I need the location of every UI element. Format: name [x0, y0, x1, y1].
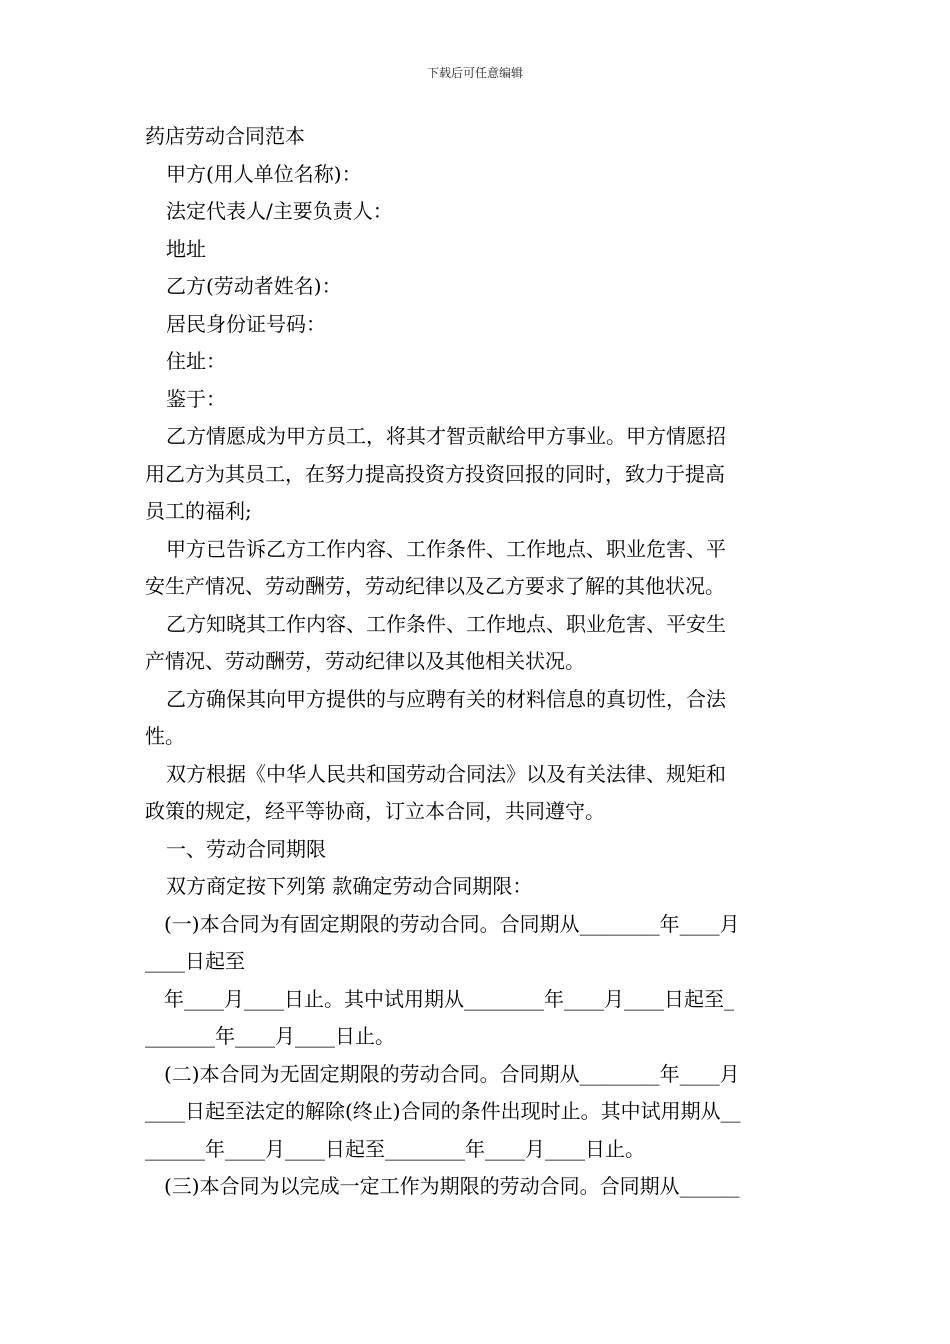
clause-line: 年____月____日止。其中试用期从________年____月____日起至_	[164, 986, 734, 1011]
paragraph-line: 乙方确保其向甲方提供的与应聘有关的材料信息的真切性，合法	[166, 686, 726, 711]
legal-representative: 法定代表人/主要负责人：	[166, 199, 393, 223]
paragraph-line: 双方商定按下列第 款确定劳动合同期限：	[166, 874, 533, 898]
paragraph-line: 甲方已告诉乙方工作内容、工作条件、工作地点、职业危害、平	[166, 536, 726, 561]
header-note: 下载后可任意编辑	[426, 66, 523, 80]
paragraph-line: 性。	[145, 724, 185, 748]
clause-line: (三)本合同为以完成一定工作为期限的劳动合同。合同期从______	[164, 1174, 740, 1198]
clause-line: ______年____月____日起至________年____月____日止。	[145, 1136, 645, 1161]
clause-line: (一)本合同为有固定期限的劳动合同。合同期从________年____月	[164, 911, 740, 936]
document-title: 药店劳动合同范本	[145, 124, 305, 148]
clause-line: _______年____月____日止。	[145, 1024, 395, 1048]
clause-line: ____日起至法定的解除(终止)合同的条件出现时止。其中试用期从__	[145, 1099, 741, 1123]
paragraph-line: 双方根据《中华人民共和国劳动合同法》以及有关法律、规矩和	[166, 761, 726, 786]
clause-line: (二)本合同为无固定期限的劳动合同。合同期从________年____月	[164, 1061, 740, 1086]
party-b-name: 乙方(劳动者姓名)：	[166, 274, 342, 298]
paragraph-line: 乙方知晓其工作内容、工作条件、工作地点、职业危害、平安生	[166, 611, 726, 636]
paragraph-line: 员工的福利;	[145, 499, 252, 523]
paragraph-line: 产情况、劳动酬劳，劳动纪律以及其他相关状况。	[145, 649, 585, 673]
document-body	[145, 118, 810, 1206]
whereas-heading: 鉴于：	[166, 386, 226, 411]
party-b-id-number: 居民身份证号码：	[166, 311, 326, 336]
paragraph-line: 用乙方为其员工，在努力提高投资方投资回报的同时，致力于提高	[145, 461, 725, 486]
section-heading: 一、劳动合同期限	[166, 836, 326, 861]
party-a-address: 地址	[166, 236, 206, 261]
paragraph-line: 乙方情愿成为甲方员工，将其才智贡献给甲方事业。甲方情愿招	[166, 424, 726, 448]
party-a-name: 甲方(用人单位名称)：	[166, 161, 362, 186]
paragraph-line: 安生产情况、劳动酬劳，劳动纪律以及乙方要求了解的其他状况。	[145, 574, 725, 598]
paragraph-line: 政策的规定，经平等协商，订立本合同，共同遵守。	[145, 799, 605, 823]
clause-line: ____日起至	[145, 949, 245, 973]
party-b-address: 住址：	[166, 349, 226, 373]
